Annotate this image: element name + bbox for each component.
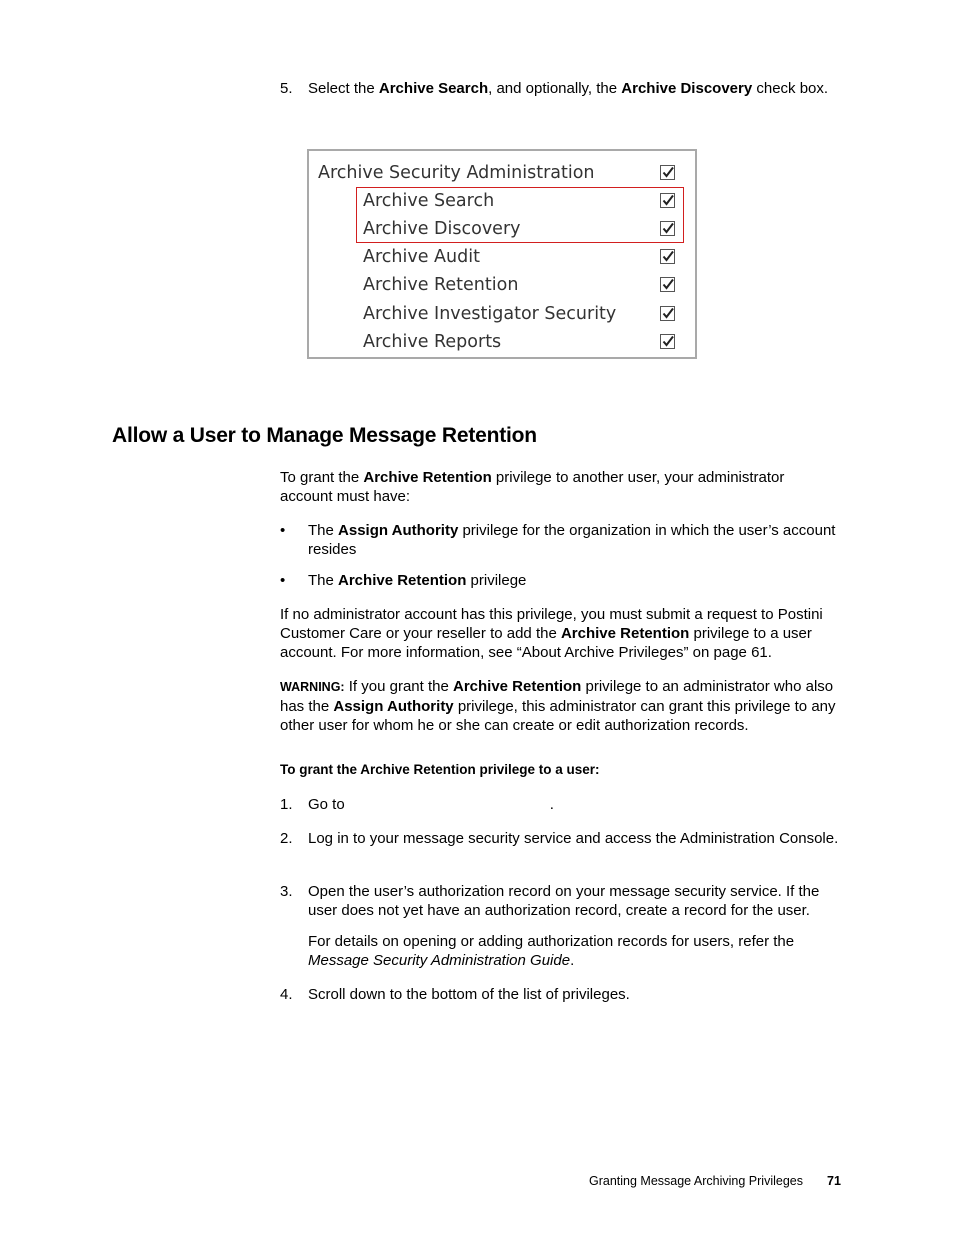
step-number: 1.: [280, 796, 293, 813]
privileges-screenshot: [307, 149, 697, 359]
warning-note: WARNING: If you grant the Archive Retention privilege to an administrator who also has the Assign Authority privilege, this administrator can grant this privilege to any other user for whom he or she can create or edit authorization records.: [280, 678, 836, 734]
step-2: [280, 829, 840, 848]
step-3-note: For details on opening or adding authorization records for users, refer the Message Security Administration Guide.: [308, 933, 795, 969]
intro-paragraph: To grant the Archive Retention privilege to another user, your administrator account must have:: [280, 469, 785, 505]
checkbox-checked-icon: [660, 221, 675, 236]
step-number: 2.: [280, 830, 293, 847]
bullet-dot: •: [280, 572, 286, 589]
privilege-label: Archive Retention: [363, 275, 519, 295]
bullet-item: • The Archive Retention privilege: [280, 572, 527, 589]
step-5: [280, 79, 840, 98]
checkbox-checked-icon: [660, 306, 675, 321]
step-text: Go to .: [308, 796, 554, 813]
step-number: 5.: [280, 80, 293, 97]
checkbox-checked-icon: [660, 334, 675, 349]
warning-label: WARNING:: [280, 680, 345, 694]
checkbox-checked-icon: [660, 193, 675, 208]
privilege-label: Archive Audit: [363, 247, 480, 267]
step-number: 3.: [280, 883, 293, 900]
step-number: 4.: [280, 986, 293, 1003]
privilege-request-paragraph: If no administrator account has this privilege, you must submit a request to Postini Customer Care or your reseller to add the Archive Retention privilege to a user account. For more information, see “About Archive Privileges” on page 61.: [280, 606, 823, 661]
step-text: Select the Archive Search, and optionally, the Archive Discovery check box.: [308, 80, 829, 97]
checkbox-checked-icon: [660, 165, 675, 180]
privilege-label: Archive Reports: [363, 332, 502, 352]
checkbox-checked-icon: [660, 277, 675, 292]
step-1: [280, 795, 840, 814]
step-text: Scroll down to the bottom of the list of privileges.: [308, 986, 630, 1003]
footer-page-number: 71: [827, 1174, 841, 1188]
privilege-label: Archive Search: [363, 191, 495, 211]
bullet-dot: •: [280, 522, 286, 539]
section-heading: Allow a User to Manage Message Retention: [112, 424, 537, 447]
step-text: Log in to your message security service and access the Administration Console.: [308, 830, 839, 847]
checkbox-checked-icon: [660, 249, 675, 264]
privilege-label: Archive Discovery: [363, 219, 521, 239]
privilege-label: Archive Investigator Security: [363, 304, 617, 324]
step-3: [280, 882, 840, 920]
step-text: Open the user’s authorization record on your message security service. If the user does not yet have an authorization record, create a record for the user.: [308, 883, 820, 919]
procedure-title: To grant the Archive Retention privilege to a user:: [280, 762, 600, 777]
footer-section-title: Granting Message Archiving Privileges: [589, 1174, 803, 1188]
privilege-label-parent: Archive Security Administration: [318, 163, 595, 183]
bullet-item: • The Assign Authority privilege for the organization in which the user’s account resides: [280, 522, 836, 558]
step-4: [280, 985, 840, 1004]
